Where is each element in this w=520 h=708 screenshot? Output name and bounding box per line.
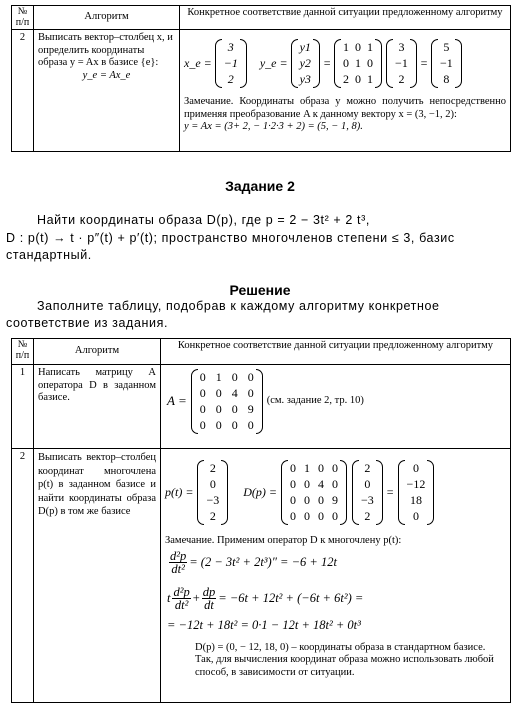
bottom-header-algorithm: Алгоритм: [34, 339, 161, 365]
top-row-alg-text: Выписать вектор–столбец x, и определить координаты образа y = Ax в базисе {e}:: [38, 32, 173, 68]
result-vector: 5 −1 8: [431, 39, 462, 88]
top-note: Замечание. Координаты образа y можно получить непосредственно применяя преобразование A к данному вектору x = (3, −1, 2):: [184, 96, 506, 120]
top-row-num: 2: [12, 30, 34, 152]
dp-label: D(p) =: [243, 484, 277, 499]
formula-1: $\frac{\text{d²p}}{\text{dt²}}$ = (2 − 3t² + 2t³)″ = −6 + 12t: [170, 548, 337, 576]
pt-label: p(t) =: [165, 484, 194, 499]
x-vector: 3 −1 2: [386, 39, 417, 88]
p-vector: 2 0 −3 2: [352, 460, 383, 525]
xe-vector: 3 −1 2: [215, 39, 247, 88]
final-remark: Так, для вычисления координат образа можно использовать любой способ, в зависимости от ситуации.: [195, 654, 494, 678]
bottom-row2-num: 2: [12, 449, 34, 703]
top-note-formula: y = Ax = (3+ 2, − 1·2·3 + 2) = (5, − 1, 8).: [184, 121, 363, 132]
bottom-row1-algorithm: Написать матрицу A оператора D в заданном базисе.: [34, 365, 161, 449]
ye-label: y_e =: [259, 55, 288, 70]
top-header-num: № п/п: [12, 6, 34, 30]
xe-label: x_e =: [184, 55, 212, 70]
bottom-header-num: № п/п: [12, 339, 34, 365]
top-header-algorithm: Алгоритм: [34, 6, 180, 30]
image-vector: 0 −12 18 0: [398, 460, 435, 525]
solution-title: Решение: [229, 282, 291, 298]
formula-3: = −12t + 18t² = 0·1 − 12t + 18t² + 0t³: [167, 618, 361, 633]
task-line-1: Найти координаты образа D(p), где p = 2 − 3t² + 2 t³,: [37, 213, 370, 227]
top-row-algorithm: [34, 30, 180, 152]
bottom-row1-num: 1: [12, 365, 34, 449]
top-row-spec: x_e = 3 −1 2 y_e = y1 y2 y3 = 1 0 1 0 1 0 2 0 1 3 −1 2 = 5 −1 8 Замечание. Координаты образа y можно получить непосредственно применяя преобразование A к данному вектору x = (3, −1, 2): y = Ax = (3+ 2, − 1·2·3 + 2) = (5, − 1, 8).: [180, 30, 511, 152]
top-header-spec: Конкретное соответствие данной ситуации предложенному алгоритму: [180, 6, 511, 30]
matrix-a-label: A =: [167, 393, 187, 409]
ye-vector: y1 y2 y3: [291, 39, 320, 88]
top-row-alg-formula: y_e = Ax_e: [82, 69, 131, 81]
bottom-row2-spec: p(t) = 2 0 −3 2 D(p) = 0 1 0 0 0 0 4 0 0 0 0 9 0 0 0 0 2 0 −3 2 = 0 −12 18 0 Замечание. Применим оператор D к многочлену p(t): $\frac{\text{d²p}}{\text{dt²}}$ = (2 − 3t² + 2t³)″ = −6 + 12t t $\frac{\text{d²p}}{\text{dt²}}$ + $\frac{dp}{dt}$ = −6t + 12t² + (−6t + 6t²) = = −12t + 18t² = 0·1 − 12t + 18t² + 0t³ D(p) = (0, − 12, 18, 0) – координаты образа в стандартном базисе. Так, для вычисления координат образа можно использовать любой способ, в зависимости от ситуации.: [161, 449, 511, 703]
operator-matrix-d: 0 1 0 0 0 0 4 0 0 0 0 9 0 0 0 0: [191, 369, 263, 434]
top-table: [11, 5, 511, 152]
final-result: D(p) = (0, − 12, 18, 0) – координаты образа в стандартном базисе.: [195, 641, 486, 653]
solution-text: Заполните таблицу, подобрав к каждому алгоритму конкретное соответствие из задания.: [6, 299, 440, 330]
pt-vector: 2 0 −3 2: [197, 460, 228, 525]
operator-matrix-a: 1 0 1 0 1 0 2 0 1: [334, 39, 382, 88]
bottom-row1-spec: [161, 365, 511, 449]
bottom-table: [11, 338, 511, 703]
task-title: Задание 2: [225, 178, 295, 194]
bottom-note: Замечание. Применим оператор D к многочлену p(t):: [165, 535, 402, 546]
matrix-reference: (см. задание 2, тр. 10): [266, 395, 364, 407]
bottom-header-spec: Конкретное соответствие данной ситуации предложенному алгоритму: [161, 339, 511, 365]
task-line-2: D : p(t) → t · p″(t) + p′(t); пространство многочленов степени ≤ 3, базис стандартный.: [6, 231, 455, 262]
formula-2: t $\frac{\text{d²p}}{\text{dt²}}$ + $\frac{dp}{dt}$ = −6t + 12t² + (−6t + 6t²) =: [167, 584, 364, 612]
dp-matrix: 0 1 0 0 0 0 4 0 0 0 0 9 0 0 0 0: [281, 460, 347, 525]
bottom-row2-algorithm: Выписать вектор–столбец координат многочлена p(t) в заданном базисе и найти координаты образа D(p) в том же базисе: [34, 449, 161, 703]
